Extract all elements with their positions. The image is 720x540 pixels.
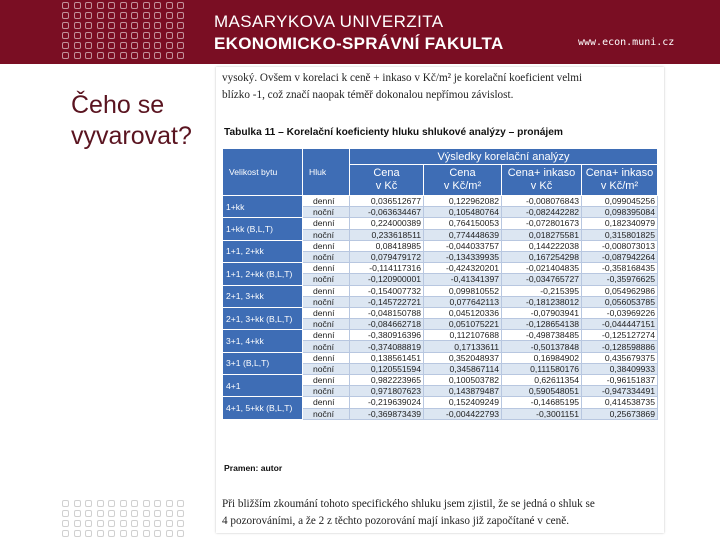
pattern-square-icon [166,12,173,19]
table-cell: -0,114117316 [350,263,424,274]
row-noise-label: denní [303,375,350,386]
pattern-square-icon [143,520,150,527]
pattern-square-icon [62,2,69,9]
table-cell: 0,105480764 [424,207,502,218]
table-cell: -0,128598886 [582,341,658,352]
pattern-square-icon [131,520,138,527]
pattern-square-icon [108,530,115,537]
table-cell: -0,03969226 [582,307,658,318]
row-noise-label: noční [303,341,350,352]
row-size-label: 3+1 (B,L,T) [223,352,303,374]
table-cell: 0,352048937 [424,352,502,363]
pattern-square-icon [97,12,104,19]
paragraph-bottom-line-2: 4 pozorováními, a že 2 z těchto pozorování mají inkaso již započítané v ceně. [222,515,569,527]
slide-title: Čeho se vyvarovat? [71,91,192,150]
pattern-square-icon [166,22,173,29]
website-url: www.econ.muni.cz [578,37,675,48]
row-noise-label: noční [303,207,350,218]
table-cell: 0,982223965 [350,375,424,386]
table-row [223,352,658,363]
row-noise-label: noční [303,363,350,374]
pattern-square-icon [143,530,150,537]
pattern-square-icon [85,42,92,49]
pattern-square-icon [143,22,150,29]
row-noise-label: noční [303,319,350,330]
table-cell: 0,054962986 [582,285,658,296]
pattern-square-icon [97,52,104,59]
table-cell: -0,50137848 [502,341,582,352]
row-size-label: 3+1, 4+kk [223,330,303,352]
pattern-square-icon [85,52,92,59]
table-cell: -0,41341397 [424,274,502,285]
pattern-square-icon [108,2,115,9]
table-cell: 0,233618511 [350,229,424,240]
table-row [223,263,658,274]
pattern-square-icon [97,520,104,527]
pattern-square-icon [177,500,184,507]
pattern-square-icon [154,530,161,537]
pattern-square-icon [85,32,92,39]
pattern-square-icon [143,32,150,39]
table-caption: Tabulka 11 – Korelační koeficienty hluku shlukové analýzy – pronájem [224,127,563,138]
table-cell: -0,181238012 [502,296,582,307]
table-cell: 0,143879487 [424,386,502,397]
table-row [223,196,658,207]
header-bar [0,0,720,64]
table-cell: 0,098395084 [582,207,658,218]
pattern-square-icon [154,22,161,29]
header-price-inkaso: Cena+ inkaso v Kč [502,165,582,196]
header-size: Velikost bytu [223,149,303,196]
pattern-square-icon [166,2,173,9]
table-cell: 0,38409933 [582,363,658,374]
table-cell: 0,224000389 [350,218,424,229]
pattern-square-icon [85,530,92,537]
pattern-square-icon [120,22,127,29]
pattern-square-icon [108,32,115,39]
pattern-square-icon [143,42,150,49]
table-cell: -0,424320201 [424,263,502,274]
pattern-square-icon [154,32,161,39]
header-price: Cena v Kč [350,165,424,196]
row-size-label: 1+1, 2+kk [223,240,303,262]
header-price-inkaso-m2: Cena+ inkaso v Kč/m² [582,165,658,196]
table-row [223,285,658,296]
pattern-square-icon [154,2,161,9]
pattern-square-icon [166,510,173,517]
table-cell: 0,167254298 [502,251,582,262]
table-cell: 0,122962082 [424,196,502,207]
table-cell: -0,219639024 [350,397,424,408]
table-cell: -0,380916396 [350,330,424,341]
pattern-square-icon [97,500,104,507]
pattern-square-icon [131,22,138,29]
pattern-square-icon [62,12,69,19]
pattern-square-icon [74,500,81,507]
pattern-square-icon [85,520,92,527]
table-cell: -0,084662718 [350,319,424,330]
pattern-square-icon [74,2,81,9]
pattern-square-icon [177,32,184,39]
row-noise-label: noční [303,274,350,285]
pattern-square-icon [143,510,150,517]
pattern-square-icon [74,22,81,29]
table-row [223,218,658,229]
pattern-square-icon [143,2,150,9]
header-price-m2: Cena v Kč/m² [424,165,502,196]
footer-pattern-icon [62,500,192,540]
row-size-label: 4+1 [223,375,303,397]
paragraph-bottom-line-1: Při bližším zkoumání tohoto specifického shluku jsem zjistil, že se jedná o shluk se [222,498,595,510]
row-noise-label: denní [303,330,350,341]
pattern-square-icon [74,510,81,517]
paragraph-top-line-2: blízko -1, což značí naopak téměř dokonalou nepřímou závislost. [222,89,514,101]
pattern-square-icon [108,22,115,29]
table-cell: 0,018275581 [502,229,582,240]
document-scan [216,67,664,533]
pattern-square-icon [74,530,81,537]
pattern-square-icon [154,500,161,507]
pattern-square-icon [62,42,69,49]
pattern-square-icon [120,510,127,517]
pattern-square-icon [97,42,104,49]
table-cell: 0,345867114 [424,363,502,374]
table-cell: -0,3001151 [502,408,582,419]
row-noise-label: noční [303,386,350,397]
pattern-square-icon [120,12,127,19]
pattern-square-icon [108,500,115,507]
pattern-square-icon [74,12,81,19]
table-cell: -0,128654138 [502,319,582,330]
table-cell: 0,112107688 [424,330,502,341]
table-cell: 0,25673869 [582,408,658,419]
pattern-square-icon [62,500,69,507]
pattern-square-icon [143,500,150,507]
pattern-square-icon [177,12,184,19]
row-size-label: 2+1, 3+kk (B,L,T) [223,307,303,329]
row-noise-label: noční [303,229,350,240]
logo-pattern-icon [62,2,192,62]
correlation-table [222,148,658,420]
pattern-square-icon [166,52,173,59]
table-cell: 0,138561451 [350,352,424,363]
pattern-square-icon [120,42,127,49]
row-size-label: 1+1, 2+kk (B,L,T) [223,263,303,285]
table-row [223,330,658,341]
pattern-square-icon [154,42,161,49]
table-cell: 0,971807623 [350,386,424,397]
table-cell: 0,051075221 [424,319,502,330]
table-row [223,307,658,318]
pattern-square-icon [85,510,92,517]
pattern-square-icon [177,22,184,29]
pattern-square-icon [97,2,104,9]
table-cell: -0,154007732 [350,285,424,296]
pattern-square-icon [177,52,184,59]
header-noise: Hluk [303,149,350,196]
pattern-square-icon [166,500,173,507]
pattern-square-icon [62,32,69,39]
table-cell: -0,044033757 [424,240,502,251]
pattern-square-icon [74,520,81,527]
table-cell: -0,120900001 [350,274,424,285]
table-source: Pramen: autor [224,463,283,473]
pattern-square-icon [108,42,115,49]
header-results: Výsledky korelační analýzy [350,149,658,165]
pattern-square-icon [143,52,150,59]
pattern-square-icon [177,520,184,527]
table-cell: 0,100503782 [424,375,502,386]
table-cell: 0,774448639 [424,229,502,240]
pattern-square-icon [74,32,81,39]
table-cell: -0,048150788 [350,307,424,318]
pattern-square-icon [85,500,92,507]
table-cell: 0,435679375 [582,352,658,363]
table-row [223,397,658,408]
table-cell: -0,215395 [502,285,582,296]
pattern-square-icon [131,510,138,517]
table-cell: 0,152409249 [424,397,502,408]
row-noise-label: denní [303,285,350,296]
table-cell: 0,62611354 [502,375,582,386]
table-cell: -0,063634467 [350,207,424,218]
table-cell: -0,008076843 [502,196,582,207]
row-noise-label: denní [303,218,350,229]
table-cell: 0,414538735 [582,397,658,408]
table-cell: -0,134339935 [424,251,502,262]
table-cell: 0,120551594 [350,363,424,374]
pattern-square-icon [108,12,115,19]
row-noise-label: denní [303,196,350,207]
pattern-square-icon [177,42,184,49]
pattern-square-icon [120,520,127,527]
table-cell: 0,045120336 [424,307,502,318]
table-cell: -0,14685195 [502,397,582,408]
table-cell: -0,35976625 [582,274,658,285]
table-cell: 0,17133611 [424,341,502,352]
pattern-square-icon [97,32,104,39]
pattern-square-icon [131,52,138,59]
table-cell: -0,374088819 [350,341,424,352]
table-cell: -0,07903941 [502,307,582,318]
row-noise-label: denní [303,307,350,318]
pattern-square-icon [131,32,138,39]
row-size-label: 2+1, 3+kk [223,285,303,307]
pattern-square-icon [120,500,127,507]
table-cell: 0,056053785 [582,296,658,307]
pattern-square-icon [85,2,92,9]
table-cell: -0,087942264 [582,251,658,262]
table-cell: 0,16984902 [502,352,582,363]
table-cell: -0,96151837 [582,375,658,386]
table-cell: 0,079479172 [350,251,424,262]
pattern-square-icon [177,2,184,9]
pattern-square-icon [85,12,92,19]
table-cell: -0,145722721 [350,296,424,307]
table-cell: 0,099810552 [424,285,502,296]
pattern-square-icon [97,530,104,537]
pattern-square-icon [131,12,138,19]
row-size-label: 4+1, 5+kk (B,L,T) [223,397,303,419]
pattern-square-icon [166,32,173,39]
row-noise-label: noční [303,408,350,419]
pattern-square-icon [120,52,127,59]
pattern-square-icon [108,520,115,527]
pattern-square-icon [166,530,173,537]
table-cell: -0,008073013 [582,240,658,251]
row-size-label: 1+kk [223,196,303,218]
pattern-square-icon [154,12,161,19]
pattern-square-icon [131,530,138,537]
table-cell: 0,182340979 [582,218,658,229]
university-name: MASARYKOVA UNIVERZITA [214,12,444,31]
table-cell: -0,358168435 [582,263,658,274]
pattern-square-icon [62,510,69,517]
pattern-square-icon [177,530,184,537]
table-cell: 0,590548051 [502,386,582,397]
pattern-square-icon [120,32,127,39]
table-row [223,375,658,386]
table-cell: -0,044447151 [582,319,658,330]
table-cell: 0,08418985 [350,240,424,251]
pattern-square-icon [154,520,161,527]
row-noise-label: denní [303,240,350,251]
table-cell: 0,036512677 [350,196,424,207]
table-cell: 0,764150053 [424,218,502,229]
paragraph-top-line-1: vysoký. Ovšem v korelaci k ceně + inkaso v Kč/m² je korelační koeficient velmi [222,72,583,84]
pattern-square-icon [97,510,104,517]
pattern-square-icon [108,510,115,517]
table-cell: -0,021404835 [502,263,582,274]
pattern-square-icon [131,2,138,9]
pattern-square-icon [154,52,161,59]
table-row [223,240,658,251]
table-cell: -0,072801673 [502,218,582,229]
pattern-square-icon [108,52,115,59]
table-cell: 0,077642113 [424,296,502,307]
pattern-square-icon [62,530,69,537]
pattern-square-icon [120,2,127,9]
table-cell: -0,498738485 [502,330,582,341]
table-cell: -0,369873439 [350,408,424,419]
table-cell: -0,034765727 [502,274,582,285]
row-noise-label: noční [303,251,350,262]
faculty-name: EKONOMICKO-SPRÁVNÍ FAKULTA [214,34,504,53]
pattern-square-icon [143,12,150,19]
row-noise-label: denní [303,263,350,274]
pattern-square-icon [131,42,138,49]
row-noise-label: denní [303,397,350,408]
pattern-square-icon [177,510,184,517]
table-cell: -0,082442282 [502,207,582,218]
row-noise-label: denní [303,352,350,363]
pattern-square-icon [154,510,161,517]
pattern-square-icon [120,530,127,537]
pattern-square-icon [85,22,92,29]
row-noise-label: noční [303,296,350,307]
table-cell: 0,111580176 [502,363,582,374]
row-size-label: 1+kk (B,L,T) [223,218,303,240]
pattern-square-icon [74,42,81,49]
table-cell: -0,947334491 [582,386,658,397]
pattern-square-icon [166,520,173,527]
pattern-square-icon [62,520,69,527]
pattern-square-icon [74,52,81,59]
pattern-square-icon [131,500,138,507]
table-cell: 0,315801825 [582,229,658,240]
pattern-square-icon [97,22,104,29]
table-cell: 0,144222038 [502,240,582,251]
pattern-square-icon [62,52,69,59]
table-cell: -0,004422793 [424,408,502,419]
pattern-square-icon [166,42,173,49]
pattern-square-icon [62,22,69,29]
table-cell: 0,099045256 [582,196,658,207]
table-cell: -0,125127274 [582,330,658,341]
